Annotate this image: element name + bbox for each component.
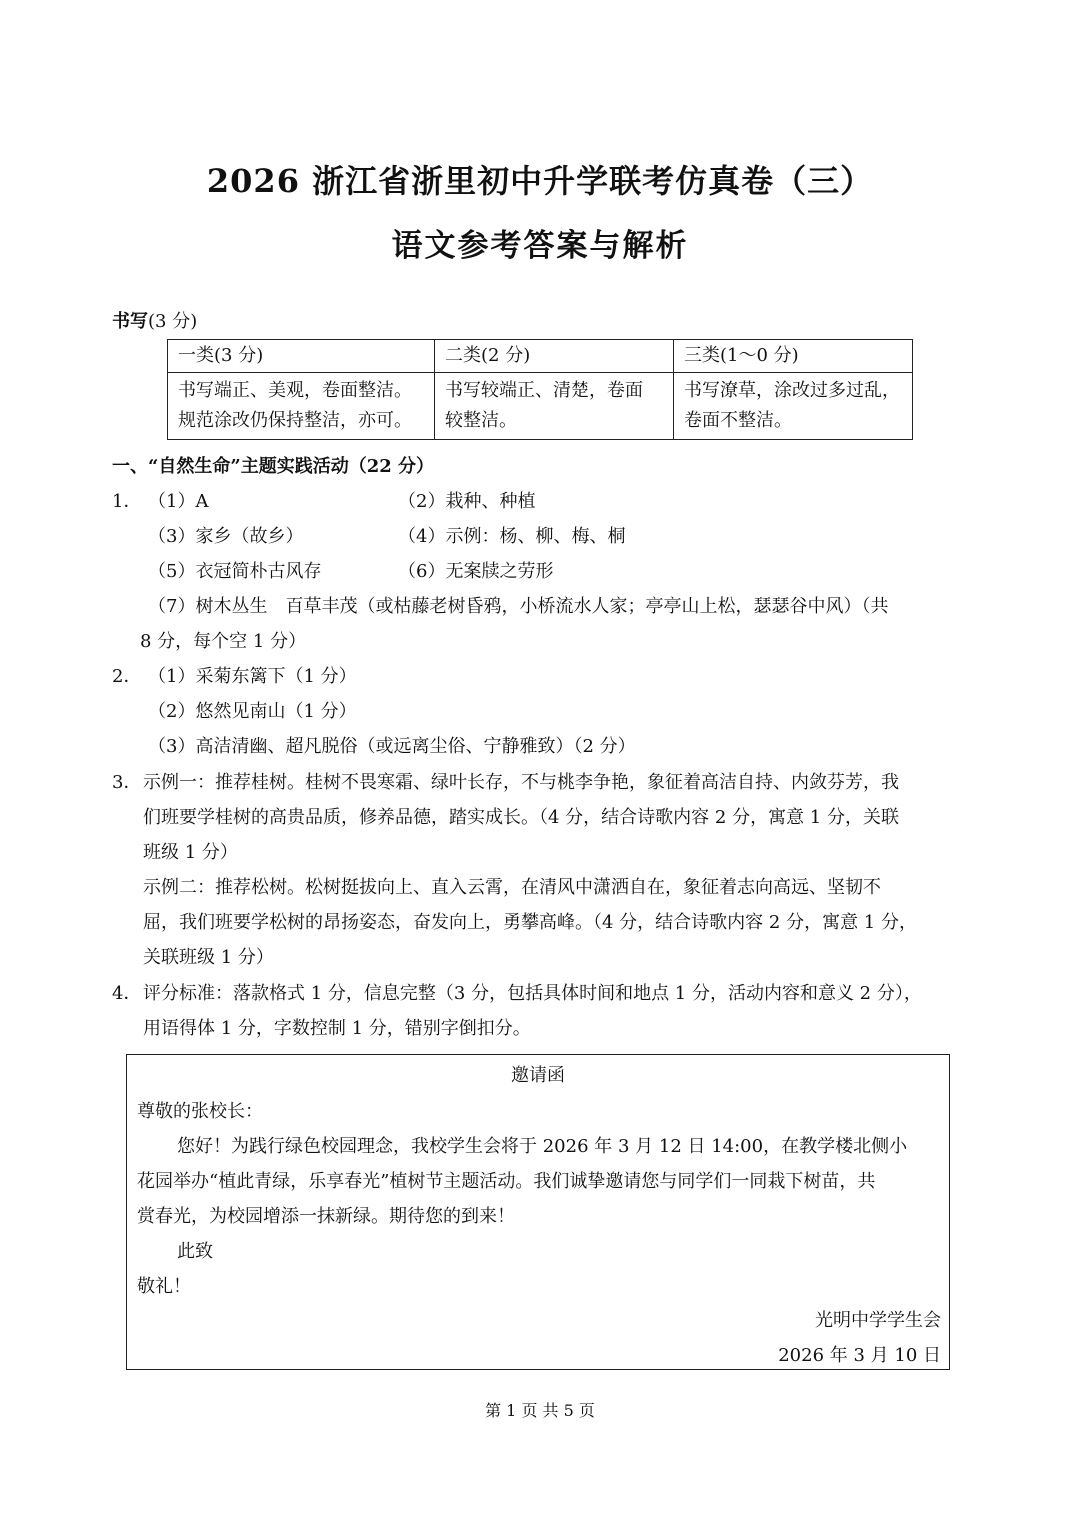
q2-answer-2: （2）悠然见南山（1 分） <box>148 701 357 722</box>
q1-answer-4: （4）示例：杨、柳、梅、桐 <box>398 526 626 547</box>
cell-line: 规范涂改仍保持整洁，亦可。 <box>178 410 412 431</box>
q2-number: 2． <box>112 666 142 687</box>
q1-number: 1． <box>112 491 142 512</box>
table-header-cell: 三类(1～0 分) <box>674 340 913 373</box>
q4-criteria-line1: 评分标准：落款格式 1 分，信息完整（3 分，包括具体时间和地点 1 分，活动内容和意义 2 分）， <box>143 983 922 1004</box>
q4-criteria-line2: 用语得体 1 分，字数控制 1 分，错别字倒扣分。 <box>143 1018 531 1039</box>
writing-score-table <box>167 339 913 440</box>
cell-line: 卷面不整洁。 <box>684 410 792 431</box>
q3-example1-line3: 班级 1 分） <box>143 842 238 863</box>
table-header-cell: 二类(2 分) <box>435 340 674 373</box>
page-subtitle: 语文参考答案与解析 <box>391 228 689 264</box>
q3-example1-line1: 示例一：推荐桂树。桂树不畏寒霜、绿叶长存，不与桃李争艳，象征着高洁自持、内敛芬芳，我 <box>143 772 899 793</box>
letter-closing: 此致 <box>177 1241 213 1262</box>
q2-answer-3: （3）高洁清幽、超凡脱俗（或远离尘俗、宁静雅致）（2 分） <box>148 736 636 757</box>
letter-date: 2026 年 3 月 10 日 <box>778 1345 941 1366</box>
q1-answer-1: （1）A <box>148 491 209 512</box>
q1-answer-2: （2）栽种、种植 <box>398 491 536 512</box>
q1-answer-7: （7）树木丛生 百草丰茂（或枯藤老树昏鸦，小桥流水人家；亭亭山上松，瑟瑟谷中风）（共 <box>148 596 889 617</box>
invitation-letter-box <box>126 1054 950 1370</box>
q1-answer-7-cont: 8 分，每个空 1 分） <box>140 631 307 652</box>
q3-example2-line3: 关联班级 1 分） <box>143 947 274 968</box>
table-header-cell: 一类(3 分) <box>168 340 435 373</box>
writing-heading-row <box>112 309 197 335</box>
q3-example2-line1: 示例二：推荐松树。松树挺拔向上、直入云霄，在清风中潇洒自在，象征着志向高远、坚韧不 <box>143 877 881 898</box>
section-heading: 一、“自然生命”主题实践活动（22 分） <box>112 456 435 477</box>
table-row <box>168 373 913 440</box>
table-header-row <box>168 340 913 373</box>
letter-closing-salute: 敬礼！ <box>137 1276 191 1297</box>
letter-body-line: 赏春光，为校园增添一抹新绿。期待您的到来！ <box>137 1206 515 1227</box>
writing-heading: 书写 <box>112 311 148 332</box>
table-cell <box>168 373 435 440</box>
page-title: 2026 浙江省浙里初中升学联考仿真卷（三） <box>206 162 874 200</box>
table-cell <box>674 373 913 440</box>
letter-salutation: 尊敬的张校长： <box>137 1101 263 1122</box>
writing-points: (3 分) <box>148 311 198 332</box>
q1-answer-6: （6）无案牍之劳形 <box>398 561 554 582</box>
q3-example1-line2: 们班要学桂树的高贵品质，修养品德，踏实成长。（4 分，结合诗歌内容 2 分，寓意 1 分，关联 <box>143 807 899 828</box>
q1-answer-3: （3）家乡（故乡） <box>148 526 304 547</box>
page-number: 第 1 页 共 5 页 <box>485 1401 595 1420</box>
q1-answer-5: （5）衣冠简朴古风存 <box>148 561 322 582</box>
table-cell <box>435 373 674 440</box>
q4-number: 4． <box>112 983 142 1004</box>
cell-line: 较整洁。 <box>445 410 517 431</box>
q3-example2-line2: 屈，我们班要学松树的昂扬姿态，奋发向上，勇攀高峰。（4 分，结合诗歌内容 2 分，寓意 1 分， <box>143 912 917 933</box>
cell-line: 书写潦草，涂改过多过乱， <box>684 380 900 401</box>
cell-line: 书写端正、美观，卷面整洁。 <box>178 380 412 401</box>
letter-signer: 光明中学学生会 <box>815 1310 941 1331</box>
cell-line: 书写较端正、清楚，卷面 <box>445 380 643 401</box>
letter-body-line: 花园举办“植此青绿，乐享春光”植树节主题活动。我们诚挚邀请您与同学们一同栽下树苗，共 <box>137 1171 876 1192</box>
letter-body-line: 您好！为践行绿色校园理念，我校学生会将于 2026 年 3 月 12 日 14:00，在教学楼北侧小 <box>177 1136 908 1157</box>
q3-number: 3． <box>112 772 142 793</box>
q2-answer-1: （1）采菊东篱下（1 分） <box>148 666 357 687</box>
letter-title: 邀请函 <box>511 1065 565 1086</box>
